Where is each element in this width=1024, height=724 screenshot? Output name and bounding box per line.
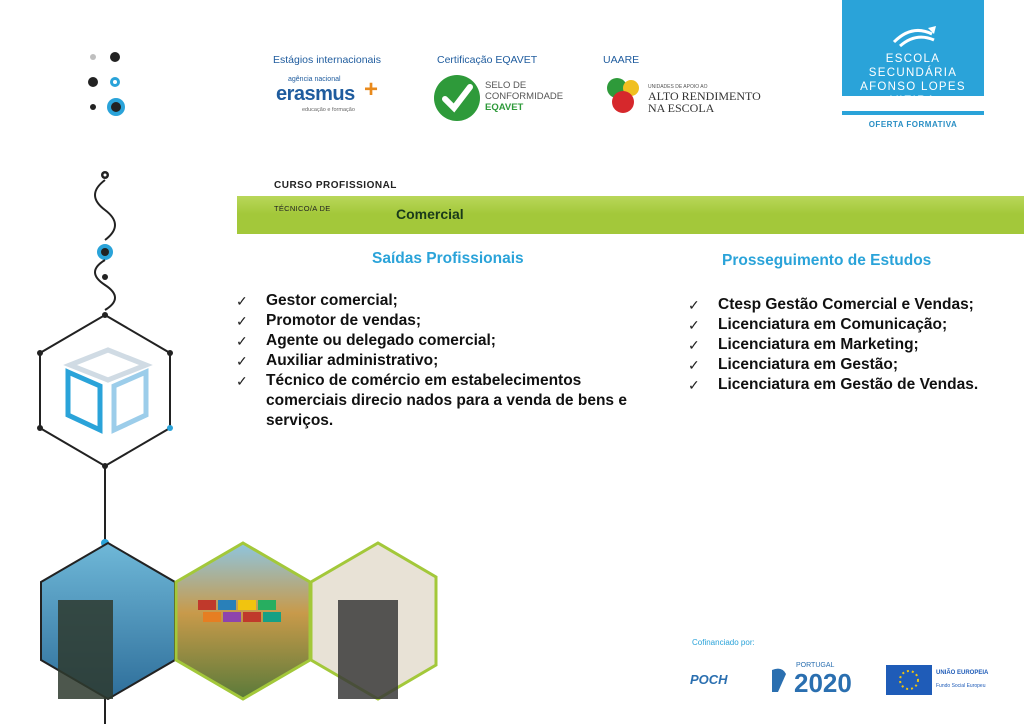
list-item: ✓ Promotor de vendas; [236,312,422,329]
course-type: CURSO PROFISSIONAL [274,180,397,191]
poch-logo: POCH [690,672,728,687]
school-name-line1: ESCOLA SECUNDÁRIA [868,53,958,79]
list-item: ✓ Licenciatura em Gestão de Vendas. [688,376,979,393]
course-bar [237,196,1024,234]
school-wave-icon [890,24,940,48]
check-icon: ✓ [688,377,700,393]
school-name-line2: AFONSO LOPES VIEIRA [860,81,966,107]
list-item: ✓ Licenciatura em Gestão; [688,356,899,373]
saidas-title: Saídas Profissionais [372,250,524,267]
check-icon: ✓ [688,357,700,373]
check-icon: ✓ [236,293,248,309]
saidas-list [236,291,636,431]
eu-fund-label: Fundo Social Europeu [936,683,986,689]
decor-dots [80,45,140,125]
eu-flag-icon [886,665,932,695]
prosseguimento-list [688,295,1018,395]
course-prefix: TÉCNICO/A DE [274,204,331,213]
uaare-logo: UNIDADES DE APOIO AO ALTO RENDIMENTO NA ESCOLA [603,74,773,116]
check-icon: ✓ [236,313,248,329]
check-icon: ✓ [688,337,700,353]
cofinanciado-label: Cofinanciado por: [692,638,755,647]
eu-label: UNIÃO EUROPEIA [936,670,989,676]
course-name: Comercial [396,206,464,222]
check-icon: ✓ [236,333,248,349]
eqavet-check-icon [433,74,481,122]
erasmus-logo: agência nacional erasmus + educação e formação [276,76,379,113]
cert-label-uaare: UAARE [603,54,640,66]
list-item: ✓ Técnico de comércio em estabelecimentos comerciais direcio nados para a venda de bens e serviços. [236,372,627,429]
check-icon: ✓ [236,373,248,389]
check-icon: ✓ [236,353,248,369]
uaare-emblem-icon [603,74,643,114]
oferta-formativa: OFERTA FORMATIVA [868,120,958,129]
cert-label-eqavet: Certificação EQAVET [437,54,538,66]
prosseguimento-title: Prosseguimento de Estudos [722,252,932,269]
star-ring-icon: + [364,76,379,103]
portugal2020-logo: PORTUGAL 2020 [768,660,868,700]
list-item: ✓ Ctesp Gestão Comercial e Vendas; [688,296,974,313]
list-item: ✓ Agente ou delegado comercial; [236,332,496,349]
list-item: ✓ Licenciatura em Comunicação; [688,316,948,333]
hexagon-photos [38,540,438,724]
school-divider [842,111,984,115]
eqavet-logo: SELO DE CONFORMIDADE EQAVET [433,74,573,122]
check-icon: ✓ [688,297,700,313]
list-item: ✓ Licenciatura em Marketing; [688,336,919,353]
portugal2020-icon [768,664,794,696]
school-logo [842,0,984,107]
list-item: ✓ Auxiliar administrativo; [236,352,439,369]
list-item: ✓ Gestor comercial; [236,292,398,309]
check-icon: ✓ [688,317,700,333]
cert-label-erasmus: Estágios internacionais [273,54,381,66]
